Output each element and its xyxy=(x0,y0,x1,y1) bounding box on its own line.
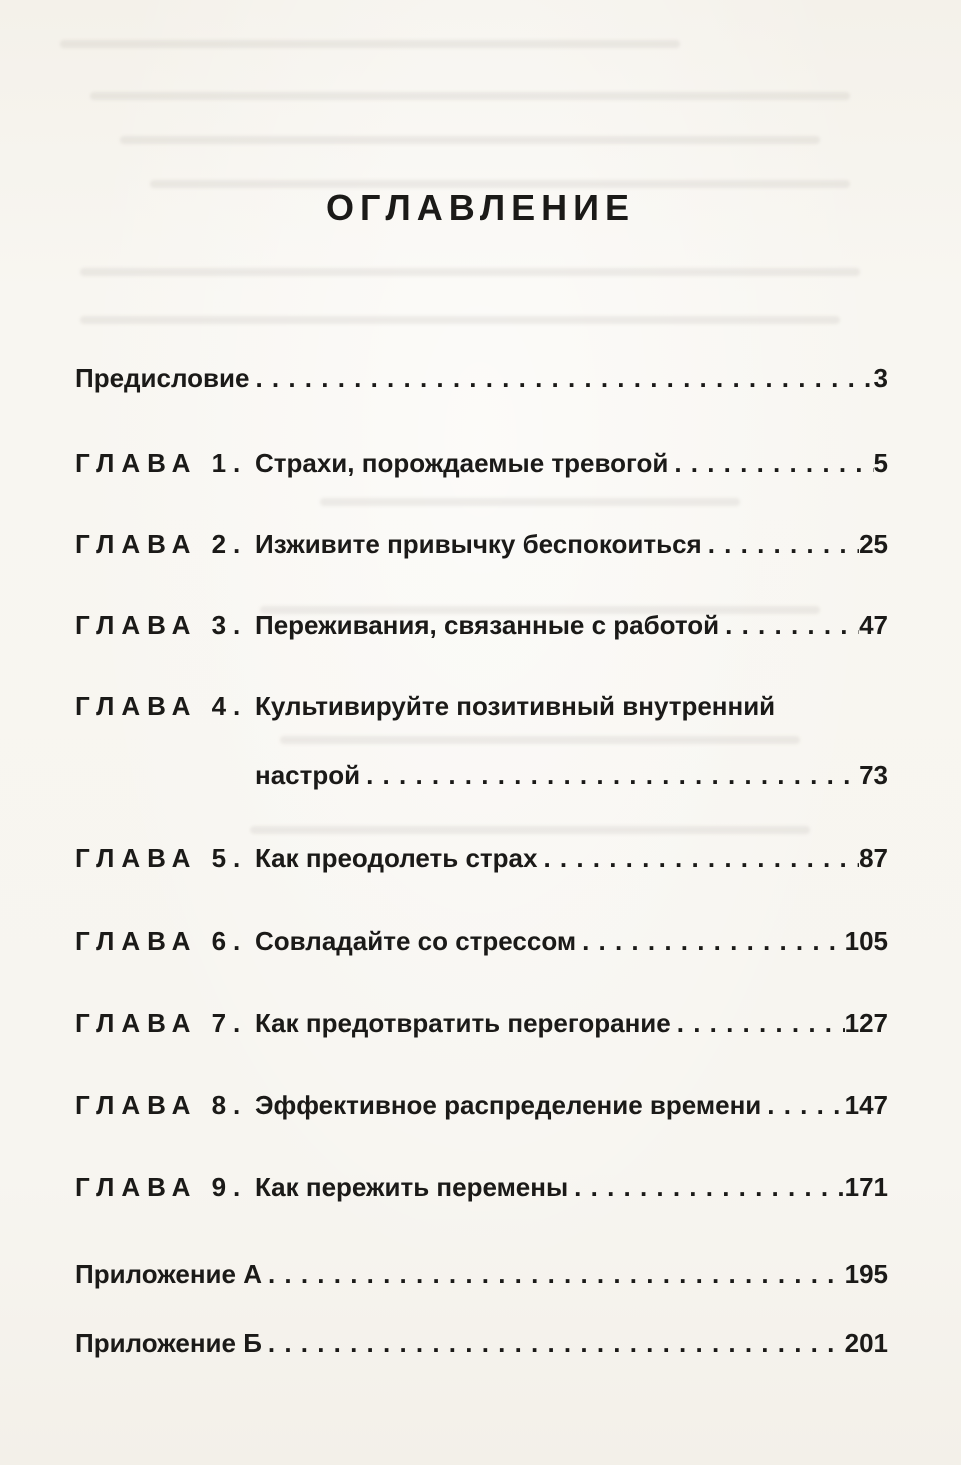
dot-leader xyxy=(576,921,845,961)
toc-page-number: 3 xyxy=(873,363,888,393)
toc-entry-title: Как предотвратить перегорание xyxy=(255,1008,671,1038)
toc-page-number: 5 xyxy=(873,448,888,478)
toc-entry-chapter-5 xyxy=(75,838,888,878)
toc-entry-title: Приложение А xyxy=(75,1259,262,1289)
toc-entry-title: Предисловие xyxy=(75,363,250,393)
toc-entry-title: Культивируйте позитивный внутренний xyxy=(255,691,776,721)
toc-entry-chapter-1 xyxy=(75,443,888,483)
chapter-label: ГЛАВА 2. xyxy=(75,529,248,559)
toc-entry-appendix-a xyxy=(75,1254,888,1294)
toc-entry-chapter-7 xyxy=(75,1003,888,1043)
chapter-label: ГЛАВА 7. xyxy=(75,1008,248,1038)
toc-page-number: 25 xyxy=(859,529,888,559)
show-through-text xyxy=(320,498,740,506)
dot-leader xyxy=(249,358,873,398)
show-through-text xyxy=(280,736,800,744)
dot-leader xyxy=(537,838,859,878)
dot-leader xyxy=(702,524,859,564)
show-through-text xyxy=(90,92,850,100)
toc-entry-title: Совладайте со стрессом xyxy=(255,926,577,956)
toc-entry-title: Переживания, связанные с работой xyxy=(255,610,720,640)
toc-entry-chapter-4 xyxy=(75,686,888,726)
toc-entry-title: Как пережить перемены xyxy=(255,1172,569,1202)
dot-leader xyxy=(262,1323,845,1363)
dot-leader xyxy=(262,1254,845,1294)
chapter-label: ГЛАВА 4. xyxy=(75,691,248,721)
show-through-text xyxy=(80,316,840,324)
chapter-label: ГЛАВА 9. xyxy=(75,1172,248,1202)
toc-page-number: 127 xyxy=(844,1008,888,1038)
dot-leader xyxy=(568,1167,844,1207)
toc-entry-title: Страхи, порождаемые тревогой xyxy=(255,448,669,478)
show-through-text xyxy=(120,136,820,144)
toc-entry-appendix-b xyxy=(75,1323,888,1363)
toc-page-number: 73 xyxy=(859,760,888,790)
dot-leader xyxy=(719,605,859,645)
toc-entry-title: Приложение Б xyxy=(75,1328,262,1358)
show-through-text xyxy=(80,268,860,276)
dot-leader xyxy=(671,1003,845,1043)
toc-entry-title: Как преодолеть страх xyxy=(255,843,538,873)
toc-entry-chapter-4-continued xyxy=(255,755,888,795)
page-title: ОГЛАВЛЕНИЕ xyxy=(325,187,636,228)
toc-page-number: 147 xyxy=(844,1090,888,1120)
toc-entry-title-continued: настрой xyxy=(255,760,361,790)
toc-page-number: 105 xyxy=(844,926,888,956)
toc-entry-title: Эффективное распределение времени xyxy=(255,1090,762,1120)
toc-page-number: 201 xyxy=(844,1328,888,1358)
toc-entry-chapter-3 xyxy=(75,605,888,645)
toc-entry-title: Изживите привычку беспокоиться xyxy=(255,529,702,559)
dot-leader xyxy=(668,443,873,483)
toc-page-number: 171 xyxy=(844,1172,888,1202)
toc-page-number: 195 xyxy=(844,1259,888,1289)
chapter-label: ГЛАВА 3. xyxy=(75,610,248,640)
toc-entry-preface xyxy=(75,358,888,398)
show-through-text xyxy=(250,826,810,834)
toc-entry-chapter-8 xyxy=(75,1085,888,1125)
toc-page-number: 47 xyxy=(859,610,888,640)
chapter-label: ГЛАВА 6. xyxy=(75,926,248,956)
chapter-label: ГЛАВА 5. xyxy=(75,843,248,873)
dot-leader xyxy=(360,755,859,795)
toc-page-number: 87 xyxy=(859,843,888,873)
toc-entry-chapter-9 xyxy=(75,1167,888,1207)
dot-leader xyxy=(761,1085,844,1125)
toc-entry-chapter-6 xyxy=(75,921,888,961)
toc-entry-chapter-2 xyxy=(75,524,888,564)
show-through-text xyxy=(60,40,680,48)
chapter-label: ГЛАВА 1. xyxy=(75,448,248,478)
chapter-label: ГЛАВА 8. xyxy=(75,1090,248,1120)
